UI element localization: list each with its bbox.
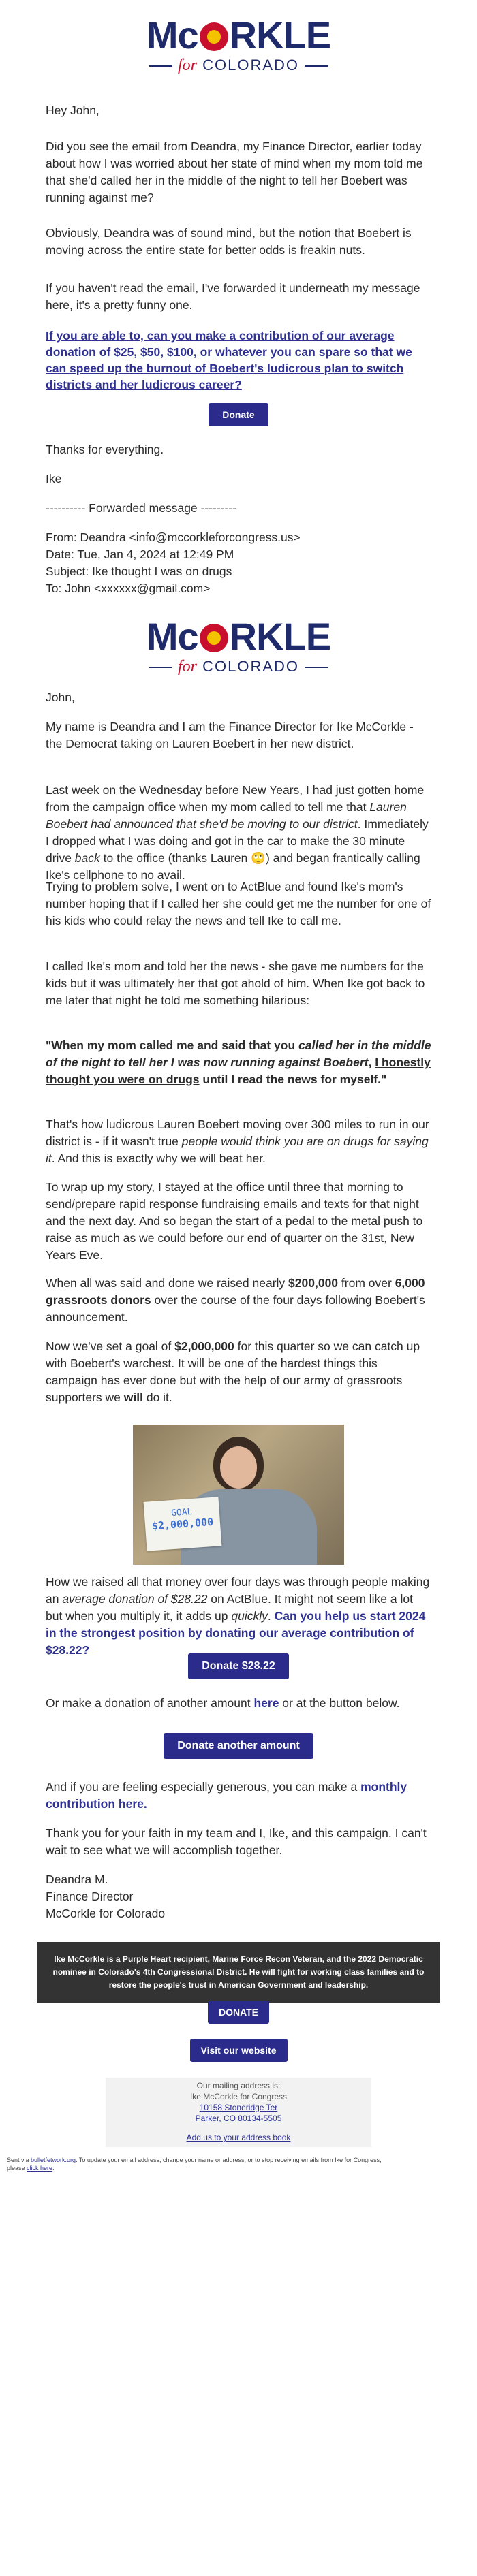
colorado-c-icon bbox=[200, 624, 228, 652]
donate-here-link[interactable]: here bbox=[253, 1696, 279, 1710]
footer-donate-button[interactable]: DONATE bbox=[208, 2001, 269, 2024]
bio-box bbox=[37, 1942, 440, 2003]
letter-paragraph-4: I called Ike's mom and told her the news - she gave me numbers for the kids but it was ultimately her that got ahold of him. When Ike got back to me later that night he told me something hilarious: bbox=[46, 959, 425, 1007]
letter-paragraph-5: That's how ludicrous Lauren Boebert moving over 300 miles to run in our district is - if it wasn't true people would think you are on drugs for saying it. And this is exactly why we will beat her. bbox=[46, 1117, 429, 1165]
sender-link[interactable]: bulletfetwork.org bbox=[31, 2157, 76, 2163]
mailing-label: Our mailing address is: bbox=[196, 2081, 281, 2090]
fwd-subject: Subject: Ike thought I was on drugs bbox=[46, 565, 232, 578]
donate-2822-link[interactable]: Can you help us start 2024 in the strongest position by donating our average contribution of $28.22? bbox=[46, 1609, 426, 1657]
colorado-c-icon bbox=[200, 22, 228, 51]
signature-title: Finance Director bbox=[46, 1890, 134, 1903]
signature-ike: Ike bbox=[46, 472, 62, 486]
letter-paragraph-9: How we raised all that money over four days was through people making an average donation of $28.22 on ActBlue. It might not seem like a lot but when you multiply it, it adds up quickly. Can you help us start 2024 in the strongest position by donating our average contribution of $28.22? bbox=[46, 1575, 430, 1657]
letter-paragraph-12: Thank you for your faith in my team and I, Ike, and this campaign. I can't wait to see what we will accomplish together. bbox=[46, 1826, 427, 1857]
intro-paragraph-2: Obviously, Deandra was of sound mind, but the notion that Boebert is moving across the entire state for better odds is freakin nuts. bbox=[46, 226, 412, 257]
campaign-logo-2: Mc RKLE for COLORADO bbox=[146, 615, 331, 675]
street-address[interactable]: 10158 Stoneridge Ter bbox=[199, 2103, 278, 2112]
quote: "When my mom called me and said that you called her in the middle of the night to tell her I was now running against Boebert, I honestly thought you were on drugs until I read the news for myself." bbox=[46, 1038, 431, 1086]
visit-website-button[interactable]: Visit our website bbox=[190, 2039, 288, 2062]
letter-paragraph-2: Last week on the Wednesday before New Years, I had just gotten home from the campaign office when my mom called to tell me that Lauren Boebert had announced that she'd be moving to our district. Immediately I dropped what I was doing and got in the car to make the 30 minute drive back to the office (thanks Lauren 🙄) and began frantically calling Ike's cellphone to no avail. bbox=[46, 783, 429, 882]
person-face bbox=[220, 1446, 257, 1489]
letter-paragraph-6: To wrap up my story, I stayed at the office until three that morning to send/prepare rapid response fundraising emails and texts for that night and the next day. And so began the start of a pedal to the metal push to raise as much as we could before our end of quarter on the 31st, New Years Eve. bbox=[46, 1180, 423, 1262]
donate-2822-button[interactable]: Donate $28.22 bbox=[188, 1653, 289, 1679]
org-name: Ike McCorkle for Congress bbox=[189, 2092, 288, 2101]
intro-paragraph-1: Did you see the email from Deandra, my Finance Director, earlier today about how I was worried about her state of mind when my mom told me that she'd called her in the middle of the night to tell her Boebert was running against me? bbox=[46, 140, 423, 204]
signature-org: McCorkle for Colorado bbox=[46, 1907, 166, 1920]
letter-paragraph-1: My name is Deandra and I am the Finance Director for Ike McCorkle - the Democrat taking on Lauren Boebert in her new district. bbox=[46, 720, 414, 750]
bio-text: Ike McCorkle is a Purple Heart recipient, Marine Force Recon Veteran, and the 2022 Democratic nominee in Colorado's 4th Congressional District. He will fight for working class families and to restore the people's trust in American Government and leadership. bbox=[52, 1954, 425, 1990]
fwd-from: From: Deandra <info@mccorkleforcongress.us> bbox=[46, 530, 301, 544]
letter-paragraph-3: Trying to problem solve, I went on to ActBlue and found Ike's mom's number hoping that if I called her she could get me the number for one of his kids who could relay the news and tell Ike to call me. bbox=[46, 880, 431, 927]
fwd-to: To: John <xxxxxx@gmail.com> bbox=[46, 582, 211, 595]
forwarded-header: ---------- Forwarded message --------- bbox=[46, 501, 236, 515]
donate-button[interactable]: Donate bbox=[209, 403, 268, 426]
letter-paragraph-11: And if you are feeling especially generous, you can make a monthly contribution here. bbox=[46, 1780, 407, 1811]
monthly-contribution-link[interactable]: monthly contribution here. bbox=[46, 1780, 407, 1811]
city-address[interactable]: Parker, CO 80134-5505 bbox=[195, 2114, 282, 2123]
letter-paragraph-8: Now we've set a goal of $2,000,000 for this quarter so we can catch up with Boebert's warchest. It will be one of the hardest things this campaign has ever done but with the help of our army of grassroots supporters we will do it. bbox=[46, 1339, 420, 1404]
unsubscribe-text: Sent via bulletfetwork.org. To update your email address, change your name or address, or to stop receiving emails from Ike for Congress, please click here. bbox=[7, 2157, 382, 2172]
goal-sign: GOAL $2,000,000 bbox=[144, 1497, 222, 1551]
thanks-text: Thanks for everything. bbox=[46, 443, 164, 456]
goal-photo bbox=[133, 1425, 344, 1565]
letter-paragraph-7: When all was said and done we raised nearly $200,000 from over 6,000 grassroots donors over the course of the four days following Boebert's announcement. bbox=[46, 1276, 425, 1324]
fwd-date: Date: Tue, Jan 4, 2024 at 12:49 PM bbox=[46, 547, 234, 561]
letter-paragraph-10: Or make a donation of another amount here or at the button below. bbox=[46, 1696, 400, 1710]
add-address-book-link[interactable]: Add us to your address book bbox=[186, 2133, 291, 2142]
greeting: Hey John, bbox=[46, 104, 99, 117]
campaign-logo: Mc RKLE for COLORADO bbox=[146, 14, 331, 74]
mailing-address-block bbox=[106, 2078, 371, 2147]
signature-name: Deandra M. bbox=[46, 1873, 108, 1886]
intro-paragraph-3: If you haven't read the email, I've forwarded it underneath my message here, it's a pretty funny one. bbox=[46, 281, 420, 312]
letter-greeting: John, bbox=[46, 690, 75, 704]
donate-another-amount-button[interactable]: Donate another amount bbox=[164, 1733, 313, 1759]
donation-ask-link[interactable]: If you are able to, can you make a contribution of our average donation of $25, $50, $100, or whatever you can spare so that we can speed up the burnout of Boebert's ludicrous plan to switch districts and her ludicrous career? bbox=[46, 329, 412, 392]
unsubscribe-link[interactable]: click here bbox=[27, 2165, 53, 2172]
eye-roll-emoji-icon: 🙄 bbox=[251, 851, 266, 865]
